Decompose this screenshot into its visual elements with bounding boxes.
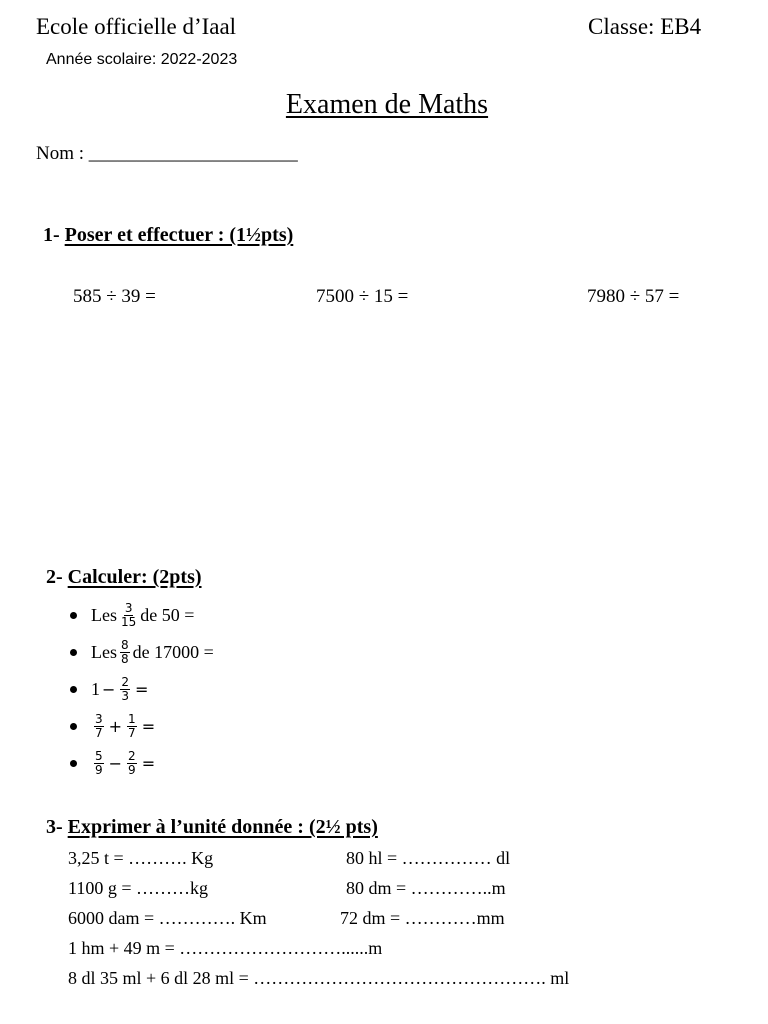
item-suffix: de 17000 =: [132, 642, 214, 662]
bullet-icon: [70, 723, 77, 730]
operator: −: [108, 754, 123, 773]
section-1-title: Poser et effectuer : (1½pts): [64, 224, 294, 246]
conversion-right-3: 72 dm = …………mm: [340, 908, 505, 928]
equals-sign: =: [135, 680, 149, 699]
conversion-line-4: 1 hm + 49 m = ………………………......m: [68, 938, 383, 958]
conversion-left-3: 6000 dam = …………. Km: [68, 908, 267, 928]
bullet-icon: [70, 649, 77, 656]
item-prefix: Les: [91, 605, 117, 625]
fraction: [94, 750, 104, 777]
section-2-heading: [46, 566, 202, 589]
list-item: [64, 708, 214, 745]
whole-number: 1: [91, 679, 100, 699]
operation-1: 585 ÷ 39 =: [73, 286, 156, 307]
fraction: [120, 639, 130, 666]
fraction-numerator: 3: [124, 601, 133, 615]
item-suffix: de 50 =: [140, 605, 195, 625]
fraction: [127, 750, 137, 777]
fraction-denominator: 8: [121, 652, 129, 666]
section-1-number: 1-: [43, 224, 60, 246]
school-name: Ecole officielle d’Iaal: [36, 14, 237, 39]
fraction-denominator: 7: [95, 726, 103, 740]
list-item: [64, 597, 214, 634]
calculation-list: [64, 597, 214, 782]
item-prefix: Les: [91, 642, 117, 662]
fraction-numerator: 2: [121, 675, 130, 689]
list-item: [64, 671, 214, 708]
section-2-number: 2-: [46, 566, 63, 588]
section-1-heading: [43, 224, 293, 247]
operation-2: 7500 ÷ 15 =: [316, 286, 409, 307]
name-field[interactable]: Nom : ______________________: [36, 143, 298, 164]
fraction-denominator: 7: [128, 726, 136, 740]
bullet-icon: [70, 612, 77, 619]
class-label: Classe: EB4: [588, 14, 702, 39]
list-item: [64, 745, 214, 782]
operator: +: [108, 717, 123, 736]
equals-sign: =: [141, 717, 156, 736]
fraction-denominator: 9: [95, 763, 103, 777]
fraction: [120, 676, 130, 703]
fraction-denominator: 15: [121, 615, 137, 629]
list-item: [64, 634, 214, 671]
section-3-heading: [46, 816, 378, 839]
bullet-icon: [70, 686, 77, 693]
operation-3: 7980 ÷ 57 =: [587, 286, 680, 307]
fraction: [94, 713, 104, 740]
fraction-denominator: 3: [121, 689, 130, 703]
fraction: [127, 713, 137, 740]
conversion-right-1: 80 hl = …………… dl: [346, 848, 511, 868]
conversion-left-2: 1100 g = ………kg: [68, 878, 208, 898]
page-title-text: Examen de Maths: [285, 89, 489, 120]
bullet-icon: [70, 760, 77, 767]
fraction-denominator: 9: [128, 763, 136, 777]
conversion-right-2: 80 dm = …………..m: [346, 878, 506, 898]
fraction-numerator: 5: [95, 749, 103, 763]
section-2-title: Calculer: (2pts): [67, 566, 202, 588]
equals-sign: =: [141, 754, 156, 773]
fraction-numerator: 3: [95, 712, 103, 726]
page-title: [0, 89, 768, 121]
fraction-numerator: 2: [128, 749, 136, 763]
section-3-number: 3-: [46, 816, 63, 838]
fraction: [120, 602, 137, 629]
fraction-numerator: 8: [121, 638, 129, 652]
fraction-numerator: 1: [128, 712, 136, 726]
section-3-title: Exprimer à l’unité donnée : (2½ pts): [67, 816, 378, 838]
conversion-left-1: 3,25 t = ………. Kg: [68, 848, 214, 868]
school-year: Année scolaire: 2022-2023: [46, 51, 238, 68]
conversion-line-5: 8 dl 35 ml + 6 dl 28 ml = …………………………………………. ml: [68, 968, 570, 988]
operator: −: [102, 680, 116, 699]
